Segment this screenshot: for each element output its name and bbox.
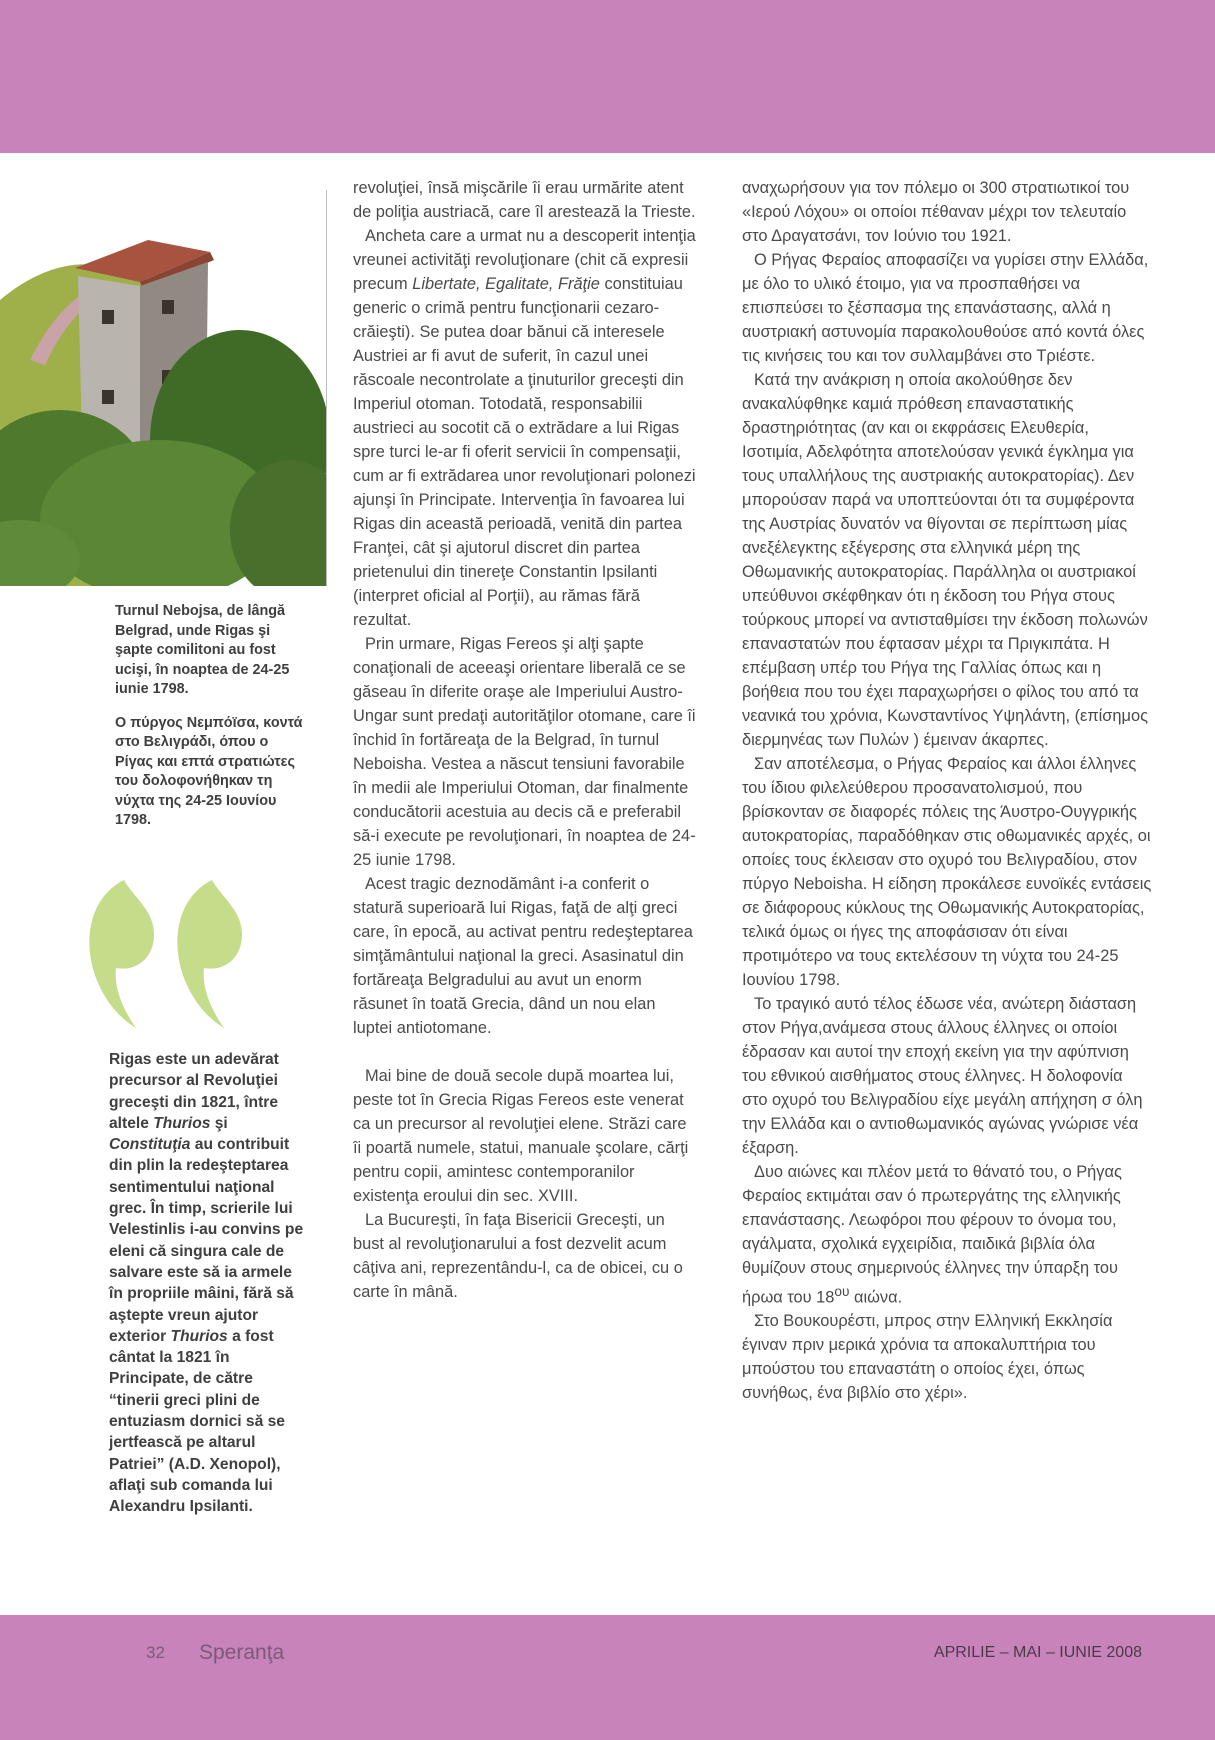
paragraph: Σαν αποτέλεσμα, ο Ρήγας Φεραίος και άλλοι έλληνες του ίδιου φιλελεύθερου προσανατολισμού, που βρίσκονταν σε διαφορές πόλεις της Άυστρο-Ουγγρικής αυτοκρατορίας, παραδόθηκαν στις οθωμανικές αρχές, οι οποίες τους έκλεισαν στο οχυρό του Βελιγραδίου, στον πύργο Neboisha. Η είδηση προκάλεσε ευνοϊκές εντάσεις σε διάφορους κύκλους της Οθωμανικής Αυτοκρατορίας, τελικά όμως οι ήγες της αποφάσισαν ότι είναι προτιμότερο να τους εκτελέσουν τη νύχτα του 24-25 Ιουνίου 1798. (742, 755, 1152, 989)
pull-quote (109, 1049, 304, 1518)
issue-date: APRILIE – MAI – IUNIE 2008 (933, 1644, 1142, 1661)
nebojsa-tower-photo (0, 190, 326, 586)
paragraph: Δυο αιώνες και πλέον μετά το θάνατό του, ο Ρήγας Φεραίος εκτιμάται σαν ό πρωτεργάτης της ελληνικής επανάστασης. Λεωφόροι που φέρουν το όνομα του, αγάλματα, σχολικά εγχειρίδια, παιδικά βιβλία όλα θυμίζουν στους σημερινούς έλληνες την ύπαρξη του ήρωα του $18^{o\upsilon}$ αιώνα. (742, 1163, 1122, 1307)
paragraph: Στο Βουκουρέστι, μπρος στην Ελληνική Εκκλησία έγιναν πριν μερικά χρόνια τα αποκαλυπτήρια του μπούστου του επαναστάτη ο οποίος έχει, όπως συνήθως, ένα βιβλίο στο χέρι». (742, 1312, 1113, 1403)
photo-caption (115, 602, 310, 845)
caption-romanian: Turnul Nebojsa, de lângă Belgrad, unde Rigas şi şapte comilitoni au fost ucişi, în noaptea de 24-25 iunie 1798. (115, 603, 290, 697)
paragraph: Ο Ρήγας Φεραίος αποφασίζει να γυρίσει στην Ελλάδα, με όλο το υλικό έτοιμο, για να προσπαθήσει να επισπεύσει το ξέσπασμα της επανάστασης, αλλά η αυστριακή αστυνομία παρακολουθούσε από κοντά όλες τις κινήσεις του και τον συλλαμβάνει στο Τριέστε. (742, 251, 1149, 365)
top-color-band (0, 0, 1215, 153)
paragraph: Το τραγικό αυτό τέλος έδωσε νέα, ανώτερη διάσταση στον Ρήγα,ανάμεσα στους άλλους έλληνες οι οποίοι έδρασαν και αυτοί την εποχή εκείνη για την αφύπνιση του εθνικού αισθήματος στους έλληνες. Η δολοφονία στο οχυρό του Βελιγραδίου είχε μεγάλη απήχηση σ όλη την Ελλάδα και ο αντιοθωμανικός αγώνας γνώρισε νέα έξαρση. (742, 995, 1143, 1157)
page-number: 32 (146, 1643, 165, 1662)
paragraph: Κατά την ανάκριση η οποία ακολούθησε δεν ανακαλύφθηκε καμιά πρόθεση επαναστατικής δραστηριότητας (αν και οι εκφράσεις Ελευθερία, Ισοτιμία, Αδελφότητα αποτελούσαν γενικά έγκλημα για τους υπαλλήλους της αυστριακής αυτοκρατορίας). Δεν μπορούσαν παρά να υποπτεύονται ότι τα συμφέροντα της Αυστρίας δυνατόν να θίγονται σε περίπτωση μίας ανεξέλεγκτης εξέγερσης στα ελληνικά μέρη της Οθωμανικής αυτοκρατορίας. Παράλληλα οι αυστριακοί υπεύθυνοι σκέφθηκαν ότι η έκδοση του Ρήγα στους τούρκους μπορεί να αντισταθμίσει την έκδοση πολωνών επαναστατών που έφτασαν μέχρι τα Πριγκιπάτα. Η επέμβαση υπέρ του Ρήγα της Γαλλίας όπως και η βοήθεια που του έχει παραχωρήσει ο φίλος του από τα νεανικά του χρόνια, Κωνσταντίνος Υψηλάντη, (επίσημος διερμηνέας των Πυλών ) έμειναν άκαρπες. (742, 371, 1148, 749)
photo-divider (326, 190, 327, 586)
paragraph: La Bucureşti, în faţa Bisericii Greceşti, un bust al revoluţionarului a fost dezvelit acum câţiva ani, reprezentându-l, ca de obicei, cu o carte în mână. (353, 1211, 683, 1301)
paragraph: Acest tragic deznodământ i-a conferit o statură superioară lui Rigas, faţă de alţi greci care, în epocă, au activat pentru redeşteptarea simţământului naţional la greci. Asasinatul din fortăreaţa Belgradului au avut un enorm răsunet în toată Grecia, dând un nou elan luptei antiotomane. (353, 875, 693, 1037)
quote-mark-icon (84, 880, 254, 1030)
caption-greek: Ο πύργος Νεμπόϊσα, κοντά στο Βελιγράδι, όπου ο Ρίγας και επτά στρατιώτες του δολοφονήθηκαν τη νύχτα της 24-25 Ιουνίου 1798. (115, 714, 303, 828)
pull-quote-text: Rigas este un adevărat precursor al Revoluţiei greceşti din 1821, între altele Thurios şi Constituţia au contribuit din plin la redeşteptarea sentimentului naţional grec. În timp, scrierile lui Velestinlis i-au convins pe eleni că singura cale de salvare este să ia armele în propriile mâini, fără să aştepte vreun ajutor exterior Thurios a fost cântat la 1821 în Principate, de către “tinerii greci plini de entuziasm dornici să se jertfească pe altarul Patriei” (A.D. Xenopol), aflaţi sub comanda lui Alexandru Ipsilanti. (109, 1051, 304, 1516)
paragraph: Ancheta care a urmat nu a descoperit intenţia vreunei activităţi revoluţionare (chit că expresii precum Libertate, Egalitate, Frăţie constituiau generic o crimă pentru funcţionarii cezaro-crăieşti). Se putea doar bănui că interesele Austriei ar fi avut de suferit, în cazul unei răscoale necontrolate a ţinuturilor greceşti din Imperiul otoman. Totodată, responsabilii austrieci au socotit că o extrădare a lui Rigas spre turci le-ar fi oferit servicii în compensaţii, cum ar fi extrădarea unor revoluţionari polonezi ajunşi în Principate. Intervenţia în favoarea lui Rigas din această perioadă, venită din partea Franţei, cât şi ajutorul discret din partea prietenului din tinereţe Constantin Ipsilanti (interpret oficial al Porţii), au rămas fără rezultat. (353, 227, 696, 629)
greek-text-column (742, 176, 1152, 1405)
paragraph: αναχωρήσουν για τον πόλεμο οι 300 στρατιωτικοί του «Ιερού Λόχου» οι οποίοι πέθαναν μέχρι τον τελευταίο στο Δραγατσάνι, τον Ιούνιο του 1921. (742, 179, 1130, 245)
paragraph: Prin urmare, Rigas Fereos şi alţi şapte conaţionali de aceeaşi orientare liberală ce se găseau în diferite oraşe ale Imperiului Austro-Ungar sunt predaţi autorităţilor otomane, care îi închid în fortăreaţa de la Belgrad, în turnul Neboisha. Vestea a născut tensiuni favorabile în medii ale Imperiului Otoman, dar finalmente conducătorii acestuia au decis că e preferabil să-i execute pe revoluţionari, în noaptea de 24-25 iunie 1798. (353, 635, 696, 869)
paragraph: revoluţiei, însă mişcările îi erau urmărite atent de poliţia austriacă, care îl arestează la Trieste. (353, 179, 696, 221)
romanian-text-column (353, 176, 697, 1304)
paragraph: Mai bine de două secole după moartea lui, peste tot în Grecia Rigas Fereos este venerat ca un precursor al revoluţiei elene. Străzi care îi poartă numele, statui, manuale şcolare, cărţi pentru copii, amintesc contemporanilor existenţa eroului din sec. XVIII. (353, 1067, 689, 1205)
bottom-color-band (0, 1615, 1215, 1740)
magazine-name: Speranţa (199, 1641, 285, 1664)
